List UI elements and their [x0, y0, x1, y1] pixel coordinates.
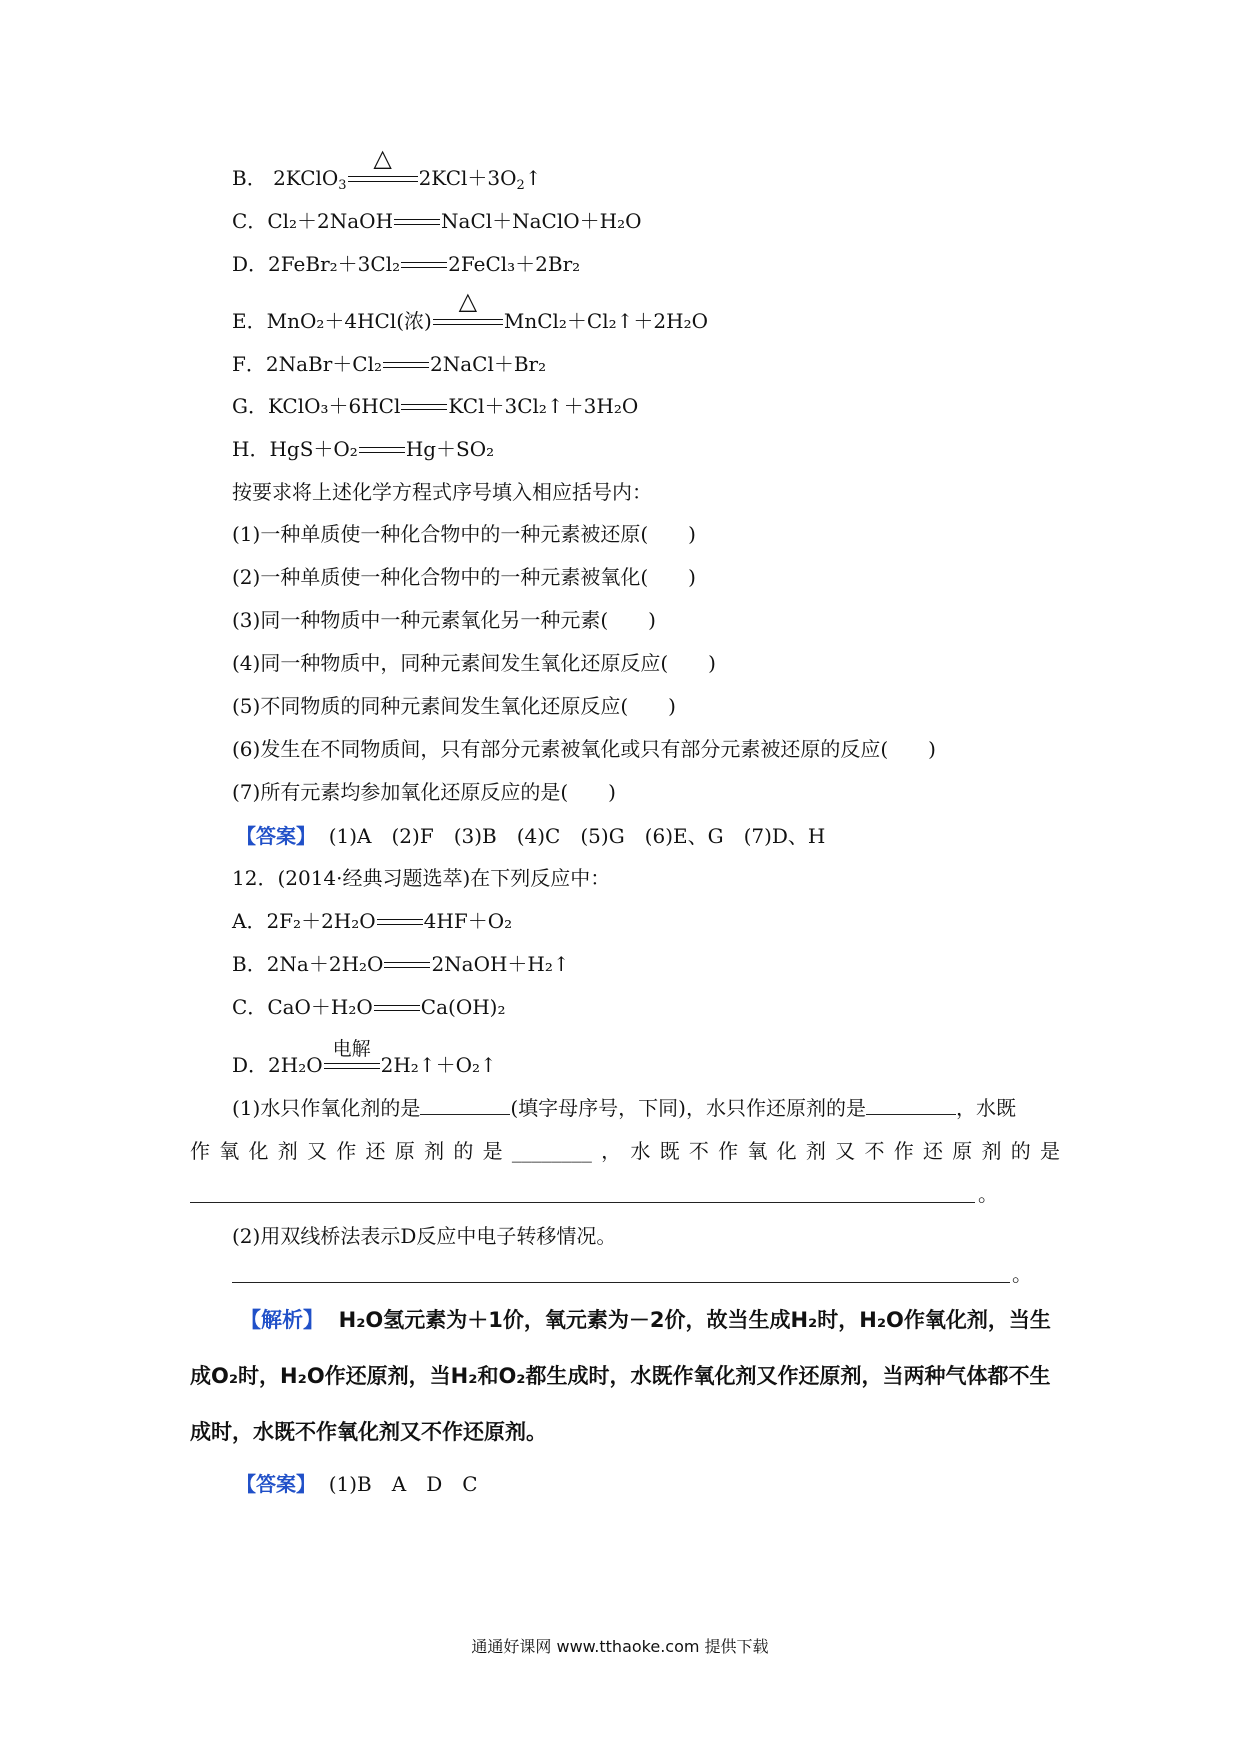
period: 。	[978, 1182, 998, 1206]
equation-f: F．2NaBr＋Cl₂ 2NaCl＋Br₂	[232, 352, 547, 376]
fill-blank[interactable]	[866, 1096, 956, 1115]
equation-e: E．MnO₂＋4HCl(浓) △ MnCl₂＋Cl₂↑＋2H₂O	[232, 286, 708, 333]
sub-question-2: (2)一种单质使一种化合物中的一种元素被氧化( )	[232, 565, 696, 589]
q12-part1-line1: (1)水只作氧化剂的是 (填字母序号，下同)，水只作还原剂的是 ，水既	[232, 1096, 1016, 1120]
equation-h: H．HgS＋O₂ Hg＋SO₂	[232, 437, 495, 461]
footer: 通通好课网 www.tthaoke.com 提供下载	[471, 1637, 769, 1656]
sub-question-4: (4)同一种物质中，同种元素间发生氧化还原反应( )	[232, 651, 716, 675]
equation-b: B． 2KClO$_3$ △ $2KCl+3O_2↑$	[232, 143, 542, 193]
q12-equation-b: B．2Na＋2H₂O 2NaOH＋H₂↑	[232, 952, 570, 976]
answer-1: 【答案】 (1)A (2)F (3)B (4)C (5)G (6)E、G (7)D、H	[236, 824, 826, 848]
answer-rule[interactable]	[190, 1202, 975, 1203]
q12-part1-line2: 作氧化剂又作还原剂的是________，水既不作氧化剂又不作还原剂的是	[190, 1139, 1060, 1163]
analysis-paragraph: 【解析】 H₂O氢元素为＋1价，氧元素为－2价，故当生成H₂时，H₂O作氧化剂，当生成O₂时，H₂O作还原剂，当H₂和O₂都生成时，水既作氧化剂又作还原剂，当两种气体都不生成时，水既不作氧化剂又不作还原剂。	[190, 1308, 1051, 1444]
sub-question-1: (1)一种单质使一种化合物中的一种元素被还原( )	[232, 522, 696, 546]
equation-c: C．Cl₂＋2NaOH NaCl＋NaClO＋H₂O	[232, 209, 642, 233]
question-12-title: 12．(2014·经典习题选萃)在下列反应中：	[232, 866, 611, 890]
heat-triangle-icon: △	[373, 143, 392, 172]
equation-d: D．2FeBr₂＋3Cl₂ 2FeCl₃＋2Br₂	[232, 252, 581, 276]
answer-tag: 【答案】	[236, 824, 316, 848]
answer-2: 【答案】 (1)B A D C	[236, 1472, 478, 1496]
period: 。	[1012, 1262, 1032, 1286]
q12-part2: (2)用双线桥法表示D反应中电子转移情况。	[232, 1224, 617, 1248]
q12-equation-a: A．2F₂＋2H₂O 4HF＋O₂	[232, 909, 513, 933]
q12-equation-d: D．2H₂O 电解 2H₂↑＋O₂↑	[232, 1037, 497, 1077]
answer-tag: 【答案】	[236, 1472, 316, 1496]
instruction: 按要求将上述化学方程式序号填入相应括号内：	[232, 480, 652, 504]
analysis-tag: 【解析】	[240, 1308, 324, 1332]
heat-triangle-icon: △	[458, 286, 478, 315]
sub-question-6: (6)发生在不同物质间，只有部分元素被氧化或只有部分元素被还原的反应( )	[232, 737, 936, 761]
sub-question-3: (3)同一种物质中一种元素氧化另一种元素( )	[232, 608, 656, 632]
fill-blank[interactable]	[420, 1096, 510, 1115]
sub-question-7: (7)所有元素均参加氧化还原反应的是( )	[232, 780, 616, 804]
answer-rule[interactable]	[232, 1282, 1010, 1283]
equation-g: G．KClO₃＋6HCl KCl＋3Cl₂↑＋3H₂O	[232, 394, 639, 418]
q12-equation-c: C．CaO＋H₂O Ca(OH)₂	[232, 995, 506, 1019]
sub-question-5: (5)不同物质的同种元素间发生氧化还原反应( )	[232, 694, 676, 718]
